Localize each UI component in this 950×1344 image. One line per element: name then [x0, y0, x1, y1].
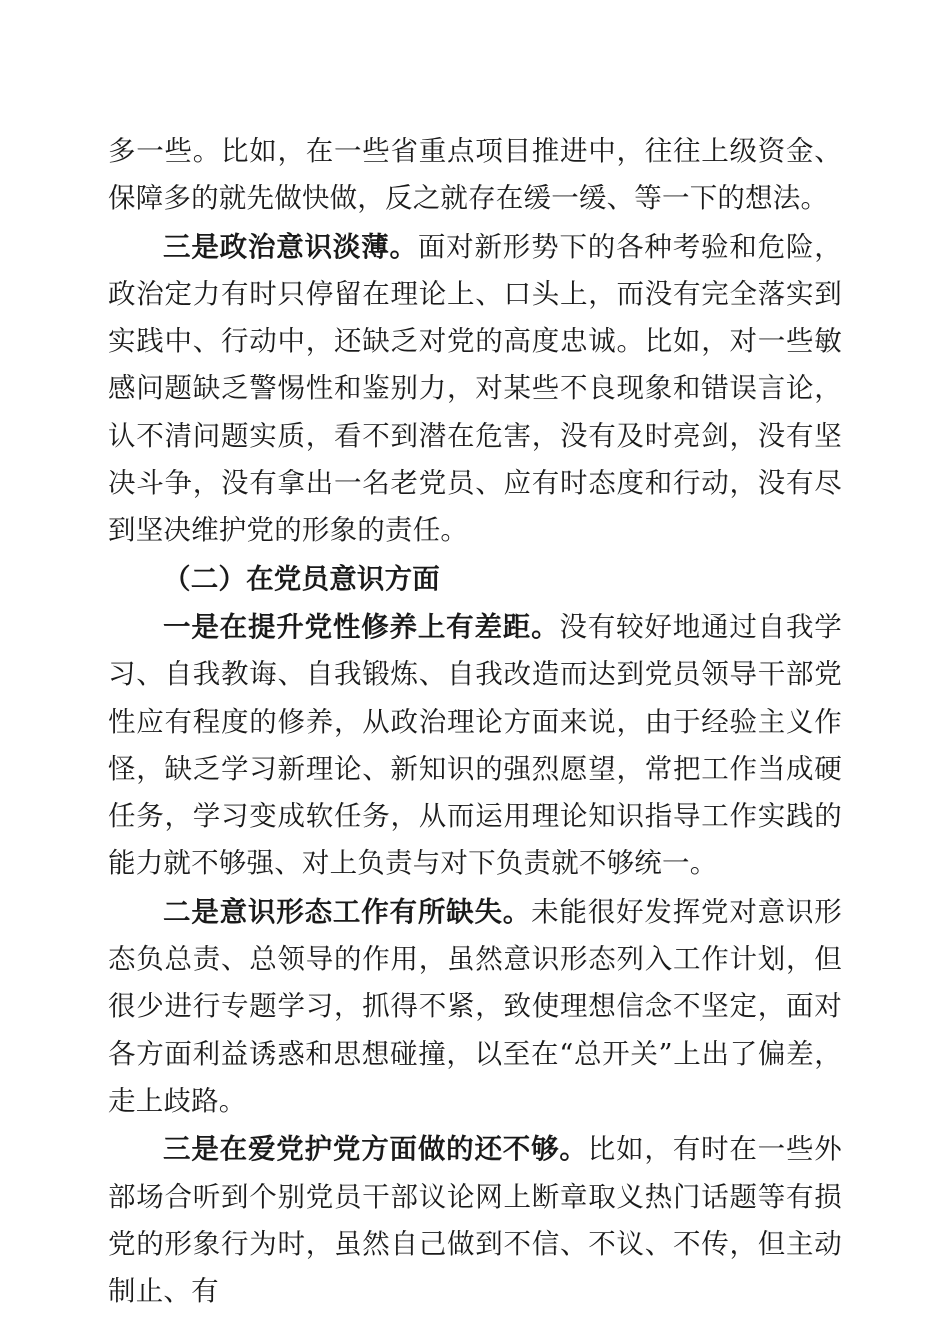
section-heading-text: （二）在党员意识方面 — [163, 562, 440, 595]
paragraph-lead: 一是在提升党性修养上有差距。 — [163, 610, 560, 643]
paragraph-text: 没有较好地通过自我学习、自我教诲、自我锻炼、自我改造而达到党员领导干部党性应有程度的修养，从政治理论方面来说，由于经验主义作怪，缺乏学习新理论、新知识的强烈愿望，常把工作当成硬任务，学习变成软任务，从而运用理论知识指导工作实践的能力就不够强、对上负责与对下负责就不够统一。 — [108, 610, 842, 880]
paragraph-text: 面对新形势下的各种考验和危险，政治定力有时只停留在理论上、口头上，而没有完全落实到实践中、行动中，还缺乏对党的高度忠诚。比如，对一些敏感问题缺乏警惕性和鉴别力，对某些不良现象和错误言论，认不清问题实质，看不到潜在危害，没有及时亮剑，没有坚决斗争，没有拿出一名老党员、应有时态度和行动，没有尽到坚决维护党的形象的责任。 — [108, 230, 842, 547]
paragraph-text: 未能很好发挥党对意识形态负总责、总领导的作用，虽然意识形态列入工作计划，但很少进行专题学习，抓得不紧，致使理想信念不坚定，面对各方面利益诱惑和思想碰撞，以至在“总开关”上出了偏差，走上歧路。 — [108, 895, 842, 1117]
paragraph-text: 多一些。比如，在一些省重点项目推进中，往往上级资金、保障多的就先做快做，反之就存在缓一缓、等一下的想法。 — [108, 135, 842, 215]
section-heading-party-member-consciousness — [108, 556, 842, 603]
document-body — [108, 128, 842, 1315]
paragraph-lead: 三是在爱党护党方面做的还不够。 — [163, 1133, 588, 1166]
paragraph-political-awareness — [108, 224, 842, 555]
paragraph-lead: 三是政治意识淡薄。 — [163, 230, 418, 263]
paragraph-text: 比如，有时在一些外部场合听到个别党员干部议论网上断章取义热门话题等有损党的形象行为时，虽然自己做到不信、不议、不传，但主动制止、有 — [108, 1133, 842, 1308]
paragraph-party-spirit-cultivation — [108, 604, 842, 888]
paragraph-lead: 二是意识形态工作有所缺失。 — [163, 895, 532, 928]
paragraph-continuation — [108, 128, 842, 223]
paragraph-ideology-work — [108, 889, 842, 1125]
paragraph-love-protect-party — [108, 1126, 842, 1315]
